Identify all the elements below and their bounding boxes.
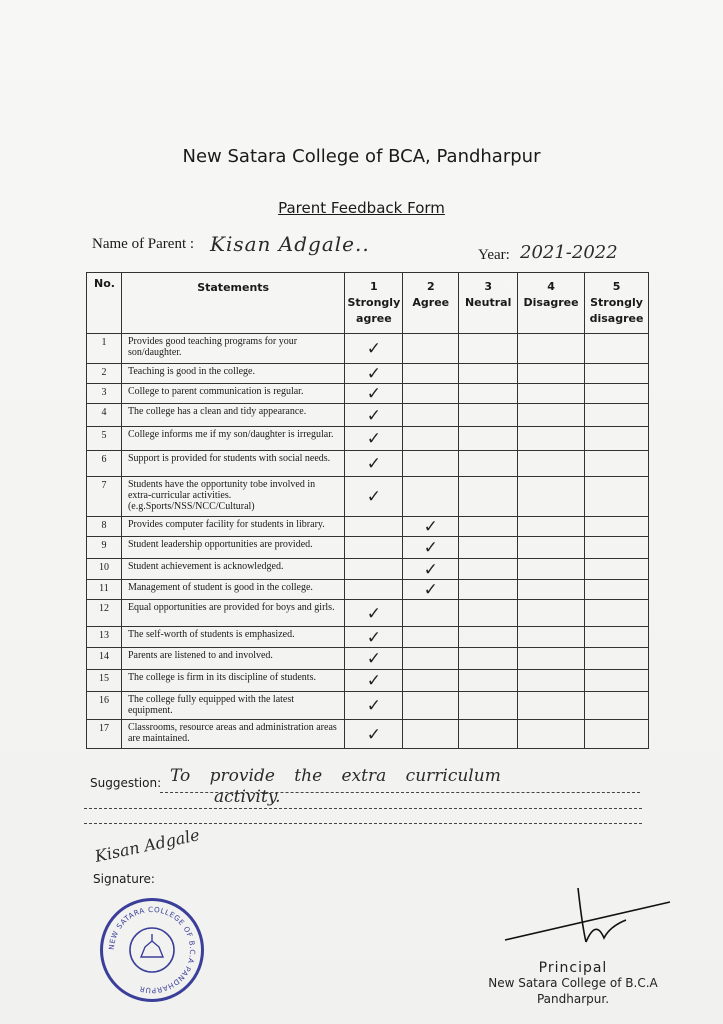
table-row: [87, 404, 649, 427]
row-statement: The self-worth of students is emphasized.: [121, 627, 344, 648]
rating-cell-1[interactable]: [345, 404, 403, 427]
rating-cell-5[interactable]: [585, 559, 649, 580]
rating-cell-1[interactable]: [345, 477, 403, 517]
rating-cell-4[interactable]: [518, 427, 585, 451]
rating-cell-1[interactable]: [345, 537, 403, 559]
header-strongly-agree: 1 Strongly agree: [345, 273, 403, 334]
rating-cell-2[interactable]: [403, 404, 459, 427]
rating-cell-5[interactable]: [585, 600, 649, 627]
rating-cell-2[interactable]: [403, 537, 459, 559]
year-label: Year:: [478, 247, 510, 263]
rating-cell-1[interactable]: [345, 334, 403, 364]
rating-cell-5[interactable]: [585, 404, 649, 427]
rating-cell-5[interactable]: [585, 580, 649, 600]
rating-cell-5[interactable]: [585, 427, 649, 451]
rating-cell-1[interactable]: [345, 648, 403, 670]
row-number: 14: [87, 648, 122, 670]
rating-cell-5[interactable]: [585, 537, 649, 559]
principal-signature: [500, 880, 680, 950]
rating-cell-5[interactable]: [585, 517, 649, 537]
rating-cell-3[interactable]: [459, 364, 518, 384]
row-statement: Student achievement is acknowledged.: [121, 559, 344, 580]
check-mark-icon: ✓: [366, 649, 381, 669]
rating-cell-3[interactable]: [459, 692, 518, 720]
rating-cell-4[interactable]: [518, 648, 585, 670]
table-row: [87, 517, 649, 537]
rating-cell-3[interactable]: [459, 627, 518, 648]
rating-cell-3[interactable]: [459, 559, 518, 580]
table-row: [87, 692, 649, 720]
svg-text:NEW SATARA COLLEGE OF B.C.A PA: NEW SATARA COLLEGE OF B.C.A PANDHARPUR: [106, 904, 198, 996]
row-statement: Parents are listened to and involved.: [121, 648, 344, 670]
table-row: [87, 427, 649, 451]
row-number: 1: [87, 334, 122, 364]
rating-cell-3[interactable]: [459, 451, 518, 477]
rating-cell-3[interactable]: [459, 477, 518, 517]
year-value: 2021-2022: [520, 242, 618, 263]
suggestion-line-rule-1: [160, 792, 640, 793]
table-row: [87, 670, 649, 692]
rating-cell-3[interactable]: [459, 517, 518, 537]
row-number: 3: [87, 384, 122, 404]
table-row: [87, 648, 649, 670]
rating-cell-5[interactable]: [585, 648, 649, 670]
row-statement: Equal opportunities are provided for boys and girls.: [121, 600, 344, 627]
rating-cell-4[interactable]: [518, 384, 585, 404]
check-mark-icon: ✓: [423, 559, 438, 580]
row-statement: Provides good teaching programs for your son/daughter.: [121, 334, 344, 364]
rating-cell-3[interactable]: [459, 384, 518, 404]
row-statement: College to parent communication is regular.: [121, 384, 344, 404]
parent-name-value: Kisan Adgale..: [210, 232, 370, 256]
rating-cell-3[interactable]: [459, 720, 518, 749]
rating-cell-4[interactable]: [518, 600, 585, 627]
rating-cell-2[interactable]: [403, 364, 459, 384]
rating-cell-2[interactable]: [403, 670, 459, 692]
row-statement: Support is provided for students with social needs.: [121, 451, 344, 477]
table-row: [87, 720, 649, 749]
rating-cell-1[interactable]: [345, 692, 403, 720]
rating-cell-2[interactable]: [403, 580, 459, 600]
row-statement: The college is firm in its discipline of students.: [121, 670, 344, 692]
rating-cell-3[interactable]: [459, 648, 518, 670]
rating-cell-2[interactable]: [403, 600, 459, 627]
header-strongly-disagree: 5 Strongly disagree: [585, 273, 649, 334]
rating-cell-4[interactable]: [518, 559, 585, 580]
rating-cell-2[interactable]: [403, 517, 459, 537]
header-agree: 2 Agree: [403, 273, 459, 334]
row-number: 7: [87, 477, 122, 517]
check-mark-icon: ✓: [366, 429, 381, 449]
check-mark-icon: ✓: [366, 671, 381, 691]
row-number: 9: [87, 537, 122, 559]
rating-cell-1[interactable]: [345, 517, 403, 537]
rating-cell-4[interactable]: [518, 517, 585, 537]
row-statement: Teaching is good in the college.: [121, 364, 344, 384]
rating-cell-5[interactable]: [585, 451, 649, 477]
check-mark-icon: ✓: [366, 405, 381, 426]
suggestion-line-rule-2: [84, 808, 642, 809]
row-statement: The college fully equipped with the latest equipment.: [121, 692, 344, 720]
rating-cell-4[interactable]: [518, 537, 585, 559]
suggestion-label: Suggestion:: [90, 776, 162, 790]
check-mark-icon: ✓: [366, 339, 381, 359]
rating-cell-1[interactable]: [345, 427, 403, 451]
row-statement: Classrooms, resource areas and administration areas are maintained.: [121, 720, 344, 749]
rating-cell-4[interactable]: [518, 364, 585, 384]
row-number: 4: [87, 404, 122, 427]
row-number: 10: [87, 559, 122, 580]
signature-label: Signature:: [93, 872, 155, 886]
rating-cell-4[interactable]: [518, 334, 585, 364]
header-no: No.: [87, 273, 122, 334]
check-mark-icon: ✓: [366, 603, 381, 624]
row-number: 17: [87, 720, 122, 749]
parent-name-label: Name of Parent :: [92, 236, 195, 252]
check-mark-icon: ✓: [366, 454, 381, 474]
rating-cell-2[interactable]: [403, 559, 459, 580]
row-statement: Students have the opportunity tobe involved in extra-curricular activities.(e.g.Sports/NSS/NCC/Cultural): [121, 477, 344, 517]
rating-cell-3[interactable]: [459, 600, 518, 627]
table-row: [87, 334, 649, 364]
rating-cell-2[interactable]: [403, 627, 459, 648]
rating-cell-5[interactable]: [585, 670, 649, 692]
rating-cell-5[interactable]: [585, 384, 649, 404]
row-statement: The college has a clean and tidy appearance.: [121, 404, 344, 427]
header-statements: Statements: [121, 273, 344, 334]
table-row: [87, 537, 649, 559]
principal-place: Pandharpur.: [536, 992, 610, 1006]
check-mark-icon: ✓: [423, 538, 438, 558]
check-mark-icon: ✓: [366, 627, 381, 648]
suggestion-line-2: activity.: [214, 787, 281, 807]
rating-cell-4[interactable]: [518, 404, 585, 427]
row-number: 13: [87, 627, 122, 648]
rating-cell-2[interactable]: [403, 384, 459, 404]
rating-cell-1[interactable]: [345, 580, 403, 600]
table-row: [87, 627, 649, 648]
row-number: 5: [87, 427, 122, 451]
table-header-row: [87, 273, 649, 334]
parent-signature: Kisan Adgale: [93, 825, 202, 866]
rating-cell-5[interactable]: [585, 334, 649, 364]
table-row: [87, 600, 649, 627]
table-row: [87, 477, 649, 517]
rating-cell-1[interactable]: [345, 451, 403, 477]
table-row: [87, 451, 649, 477]
check-mark-icon: ✓: [366, 696, 381, 716]
rating-cell-4[interactable]: [518, 451, 585, 477]
header-disagree: 4 Disagree: [518, 273, 585, 334]
rating-cell-4[interactable]: [518, 720, 585, 749]
rating-cell-2[interactable]: [403, 334, 459, 364]
row-statement: Management of student is good in the college.: [121, 580, 344, 600]
form-title: Parent Feedback Form: [278, 199, 445, 217]
rating-cell-3[interactable]: [459, 537, 518, 559]
check-mark-icon: ✓: [366, 364, 381, 384]
rating-cell-3[interactable]: [459, 427, 518, 451]
rating-cell-4[interactable]: [518, 692, 585, 720]
rating-cell-5[interactable]: [585, 627, 649, 648]
row-statement: Provides computer facility for students in library.: [121, 517, 344, 537]
check-mark-icon: ✓: [366, 487, 381, 507]
check-mark-icon: ✓: [366, 384, 381, 404]
table-row: [87, 384, 649, 404]
suggestion-line-rule-3: [84, 823, 642, 824]
college-title: New Satara College of BCA, Pandharpur: [182, 146, 541, 167]
rating-cell-3[interactable]: [459, 404, 518, 427]
check-mark-icon: ✓: [423, 580, 438, 600]
rating-cell-1[interactable]: [345, 364, 403, 384]
rating-cell-2[interactable]: [403, 451, 459, 477]
row-number: 8: [87, 517, 122, 537]
row-number: 12: [87, 600, 122, 627]
rating-cell-2[interactable]: [403, 692, 459, 720]
row-statement: College informs me if my son/daughter is irregular.: [121, 427, 344, 451]
row-number: 6: [87, 451, 122, 477]
rating-cell-3[interactable]: [459, 670, 518, 692]
rating-cell-5[interactable]: [585, 364, 649, 384]
rating-cell-3[interactable]: [459, 334, 518, 364]
row-number: 15: [87, 670, 122, 692]
check-mark-icon: ✓: [423, 517, 438, 537]
college-seal: [100, 898, 204, 1002]
rating-cell-2[interactable]: [403, 427, 459, 451]
rating-cell-2[interactable]: [403, 720, 459, 749]
rating-cell-1[interactable]: [345, 600, 403, 627]
rating-cell-4[interactable]: [518, 477, 585, 517]
rating-cell-5[interactable]: [585, 692, 649, 720]
rating-cell-2[interactable]: [403, 477, 459, 517]
rating-cell-2[interactable]: [403, 648, 459, 670]
row-number: 2: [87, 364, 122, 384]
rating-cell-3[interactable]: [459, 580, 518, 600]
principal-college: New Satara College of B.C.A: [488, 976, 658, 990]
feedback-table: [86, 272, 649, 749]
rating-cell-5[interactable]: [585, 720, 649, 749]
rating-cell-4[interactable]: [518, 670, 585, 692]
header-neutral: 3 Neutral: [459, 273, 518, 334]
principal-title: Principal: [538, 960, 608, 976]
table-row: [87, 580, 649, 600]
rating-cell-1[interactable]: [345, 720, 403, 749]
table-row: [87, 559, 649, 580]
table-row: [87, 364, 649, 384]
rating-cell-1[interactable]: [345, 384, 403, 404]
rating-cell-1[interactable]: [345, 627, 403, 648]
seal-ring-text: [103, 901, 201, 999]
rating-cell-1[interactable]: [345, 670, 403, 692]
row-number: 11: [87, 580, 122, 600]
check-mark-icon: ✓: [366, 724, 381, 745]
suggestion-line-1: To provide the extra curriculum: [170, 766, 501, 786]
rating-cell-4[interactable]: [518, 580, 585, 600]
row-number: 16: [87, 692, 122, 720]
row-statement: Student leadership opportunities are provided.: [121, 537, 344, 559]
rating-cell-5[interactable]: [585, 477, 649, 517]
rating-cell-1[interactable]: [345, 559, 403, 580]
rating-cell-4[interactable]: [518, 627, 585, 648]
